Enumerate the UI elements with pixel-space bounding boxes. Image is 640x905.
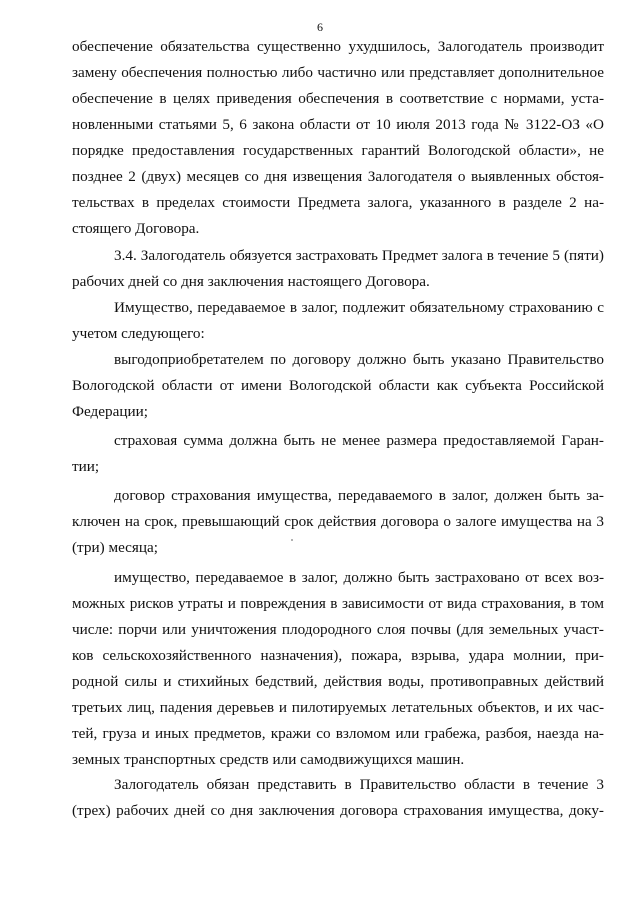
text-line: можных рисков утраты и повреждения в зависимости от вида страхования, в том [72,595,604,612]
text-line: договор страхования имущества, передаваемого в залог, должен быть за- [114,487,604,504]
text-line: Федерации; [72,403,148,420]
text-line: замену обеспечения полностью либо частично или представляет дополнительное [72,64,604,81]
text-line: родной силы и стихийных бедствий, действия воды, противоправных действий [72,673,604,690]
text-line: новленными статьями 5, 6 закона области от 10 июля 2013 года № 3122-ОЗ «О [72,116,604,133]
text-line: учетом следующего: [72,325,205,342]
text-line: тельствах в пределах стоимости Предмета залога, указанного в разделе 2 на- [72,194,604,211]
text-line: имущество, передаваемое в залог, должно быть застраховано от всех воз- [114,569,604,586]
text-line: обеспечение в целях приведения обеспечения в соответствие с нормами, уста- [72,90,604,107]
text-line: третьих лиц, падения деревьев и пилотируемых летательных объектов, и их час- [72,699,604,716]
text-line: (три) месяца; [72,539,159,556]
text-line: (трех) рабочих дней со дня заключения договора страхования имущества, доку- [72,802,604,819]
scan-speck [291,539,293,541]
page-number: 6 [317,20,323,34]
text-line: стоящего Договора. [72,220,200,237]
text-line: ков сельскохозяйственного назначения), пожара, взрыва, удара молнии, при- [72,647,604,664]
text-line: позднее 2 (двух) месяцев со дня извещения Залогодателя о выявленных обстоя- [72,168,604,185]
text-line: 3.4. Залогодатель обязуется застраховать Предмет залога в течение 5 (пяти) [114,247,604,264]
text-line: тии; [72,458,100,475]
text-line: Залогодатель обязан представить в Правительство области в течение 3 [114,776,604,793]
text-line: земных транспортных средств или самодвижущихся машин. [72,751,465,768]
text-line: обеспечение обязательства существенно ухудшилось, Залогодатель производит [72,38,604,55]
text-line: выгодоприобретателем по договору должно быть указано Правительство [114,351,604,368]
text-line: ключен на срок, превышающий срок действия договора о залоге имущества на 3 [72,513,604,530]
text-line: порядке предоставления государственных гарантий Вологодской области», не [72,142,604,159]
text-line: страховая сумма должна быть не менее размера предоставляемой Гаран- [114,432,604,449]
text-line: числе: порчи или уничтожения плодородного слоя почвы (для земельных участ- [72,621,604,638]
text-line: Имущество, передаваемое в залог, подлежит обязательному страхованию с [114,299,604,316]
text-line: тей, груза и иных предметов, кражи со взломом или грабежа, разбоя, наезда на- [72,725,604,742]
text-line: рабочих дней со дня заключения настоящего Договора. [72,273,430,290]
text-line: Вологодской области от имени Вологодской области как субъекта Российской [72,377,604,394]
